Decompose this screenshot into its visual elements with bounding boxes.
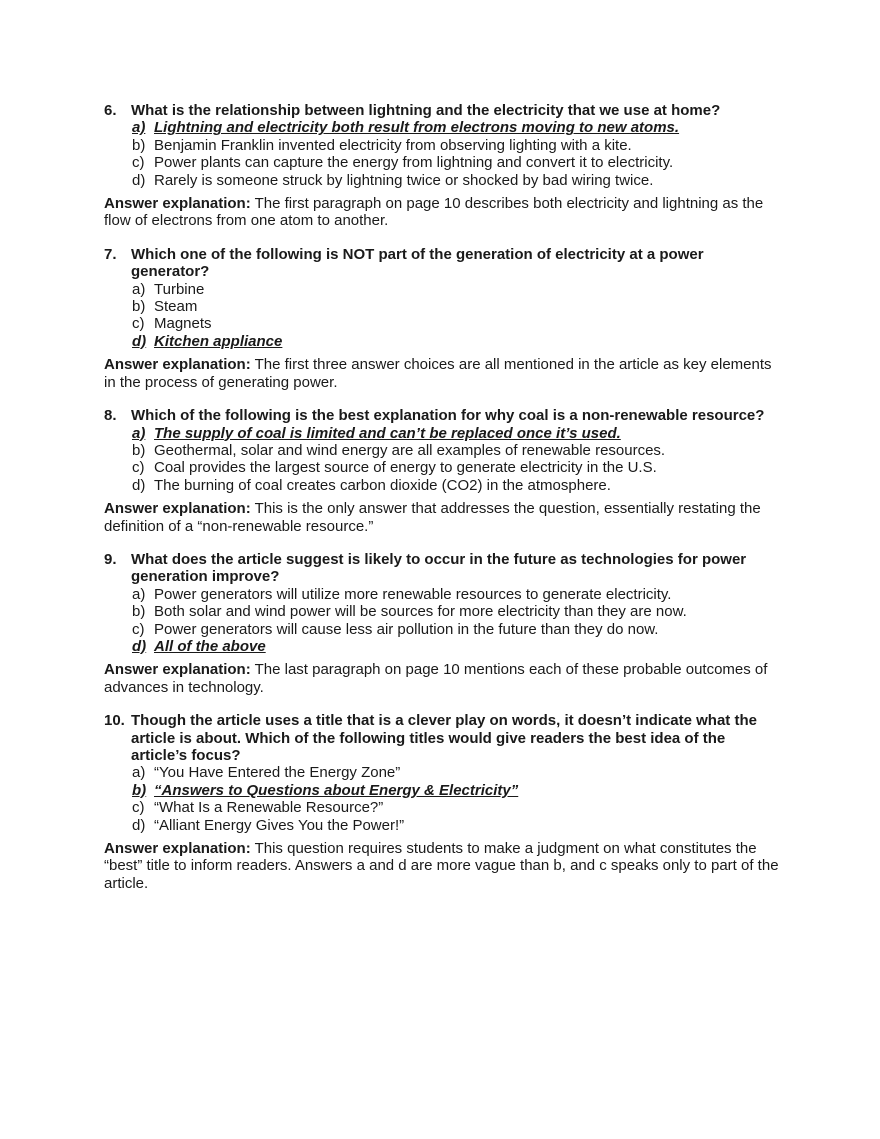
answer-explanation [104,661,784,696]
question-6 [104,102,784,230]
answer-option [132,442,784,459]
answer-option [132,477,784,494]
option-text: Steam [154,298,198,316]
question-10 [104,712,784,892]
question-number: 8. [104,407,117,425]
option-letter: d) [132,637,147,655]
option-letter: d) [132,816,146,834]
correct-answer-option [132,638,784,655]
option-letter: c) [132,315,145,333]
answer-option [132,817,784,834]
explanation-text: The last paragraph on page 10 mentions each of these probable outcomes of advances in technology. [104,661,768,696]
question-heading [104,712,784,764]
question-7 [104,246,784,391]
question-9 [104,551,784,696]
answer-options [104,586,784,656]
question-number: 6. [104,102,117,119]
answer-option [132,154,784,171]
option-letter: c) [132,459,145,477]
question-8 [104,407,784,535]
option-text: Rarely is someone struck by lightning twice or shocked by bad wiring twice. [154,171,654,189]
option-letter: c) [132,799,145,817]
option-text: The supply of coal is limited and can’t be replaced once it’s used. [154,424,621,442]
option-text: Lightning and electricity both result from electrons moving to new atoms. [154,119,680,137]
option-letter: b) [132,136,146,154]
option-text: Turbine [154,280,205,298]
option-letter: a) [132,764,146,782]
question-text: Though the article uses a title that is a clever play on words, it doesn’t indicate what the article is about. Which of the following titles would give readers the best idea of the article’s focus? [131,712,757,764]
option-text: Magnets [154,315,212,333]
answer-options [104,281,784,351]
option-letter: d) [132,171,146,189]
answer-explanation [104,356,784,391]
answer-options [104,119,784,189]
question-number: 7. [104,245,117,263]
answer-option [132,281,784,298]
option-text: Power plants can capture the energy from lightning and convert it to electricity. [154,154,674,172]
option-text: Benjamin Franklin invented electricity from observing lighting with a kite. [154,136,632,154]
option-letter: b) [132,298,146,316]
explanation-label: Answer explanation: [104,661,251,679]
option-letter: d) [132,476,146,494]
option-text: Kitchen appliance [154,332,283,350]
option-text: “Answers to Questions about Energy & Electricity” [154,781,519,799]
option-letter: a) [132,585,146,603]
question-heading [104,407,784,424]
answer-option [132,621,784,638]
question-text: What does the article suggest is likely to occur in the future as technologies for power generation improve? [131,550,747,586]
option-letter: c) [132,620,145,638]
correct-answer-option [132,425,784,442]
option-text: All of the above [154,637,266,655]
option-text: “Alliant Energy Gives You the Power!” [154,816,405,834]
correct-answer-option [132,119,784,136]
answer-options [104,764,784,834]
correct-answer-option [132,782,784,799]
option-letter: b) [132,441,146,459]
answer-explanation [104,500,784,535]
explanation-text: The first three answer choices are all mentioned in the article as key elements in the process of generating power. [104,356,772,391]
question-text: What is the relationship between lightning and the electricity that we use at home? [131,102,721,119]
question-list [104,102,784,908]
explanation-label: Answer explanation: [104,195,251,213]
option-text: “What Is a Renewable Resource?” [154,799,384,817]
answer-option [132,459,784,476]
option-text: Geothermal, solar and wind energy are all examples of renewable resources. [154,441,666,459]
option-letter: a) [132,119,146,137]
question-heading [104,102,784,119]
answer-option [132,137,784,154]
question-text: Which of the following is the best explanation for why coal is a non-renewable resource? [131,407,765,425]
option-text: Power generators will cause less air pollution in the future than they do now. [154,620,659,638]
answer-option [132,172,784,189]
option-text: Coal provides the largest source of energy to generate electricity in the U.S. [154,459,657,477]
answer-option [132,799,784,816]
question-number: 9. [104,550,117,568]
answer-explanation [104,195,784,230]
option-text: Both solar and wind power will be sources for more electricity than they are now. [154,603,687,621]
explanation-text: This question requires students to make a judgment on what constitutes the “best” title to inform readers. Answers a and d are more vague than b, and c speaks only to part of the article. [104,840,779,892]
option-letter: c) [132,154,145,172]
answer-option [132,298,784,315]
question-text: Which one of the following is NOT part of the generation of electricity at a power generator? [131,245,704,281]
question-heading [104,551,784,586]
explanation-text: The first paragraph on page 10 describes both electricity and lightning as the flow of electrons from one atom to another. [104,195,764,230]
option-letter: a) [132,424,146,442]
option-text: “You Have Entered the Energy Zone” [154,764,401,782]
answer-option [132,586,784,603]
explanation-text: This is the only answer that addresses the question, essentially restating the definition of a “non-renewable resource.” [104,500,761,535]
question-heading [104,246,784,281]
explanation-label: Answer explanation: [104,500,251,518]
answer-option [132,764,784,781]
question-number: 10. [104,712,125,730]
explanation-label: Answer explanation: [104,356,251,374]
option-letter: a) [132,280,146,298]
answer-option [132,315,784,332]
answer-explanation [104,840,784,892]
option-letter: b) [132,603,146,621]
option-letter: d) [132,332,147,350]
answer-options [104,425,784,495]
option-text: The burning of coal creates carbon dioxide (CO2) in the atmosphere. [154,476,611,494]
option-text: Power generators will utilize more renewable resources to generate electricity. [154,585,672,603]
option-letter: b) [132,781,147,799]
answer-option [132,603,784,620]
explanation-label: Answer explanation: [104,840,251,858]
correct-answer-option [132,333,784,350]
